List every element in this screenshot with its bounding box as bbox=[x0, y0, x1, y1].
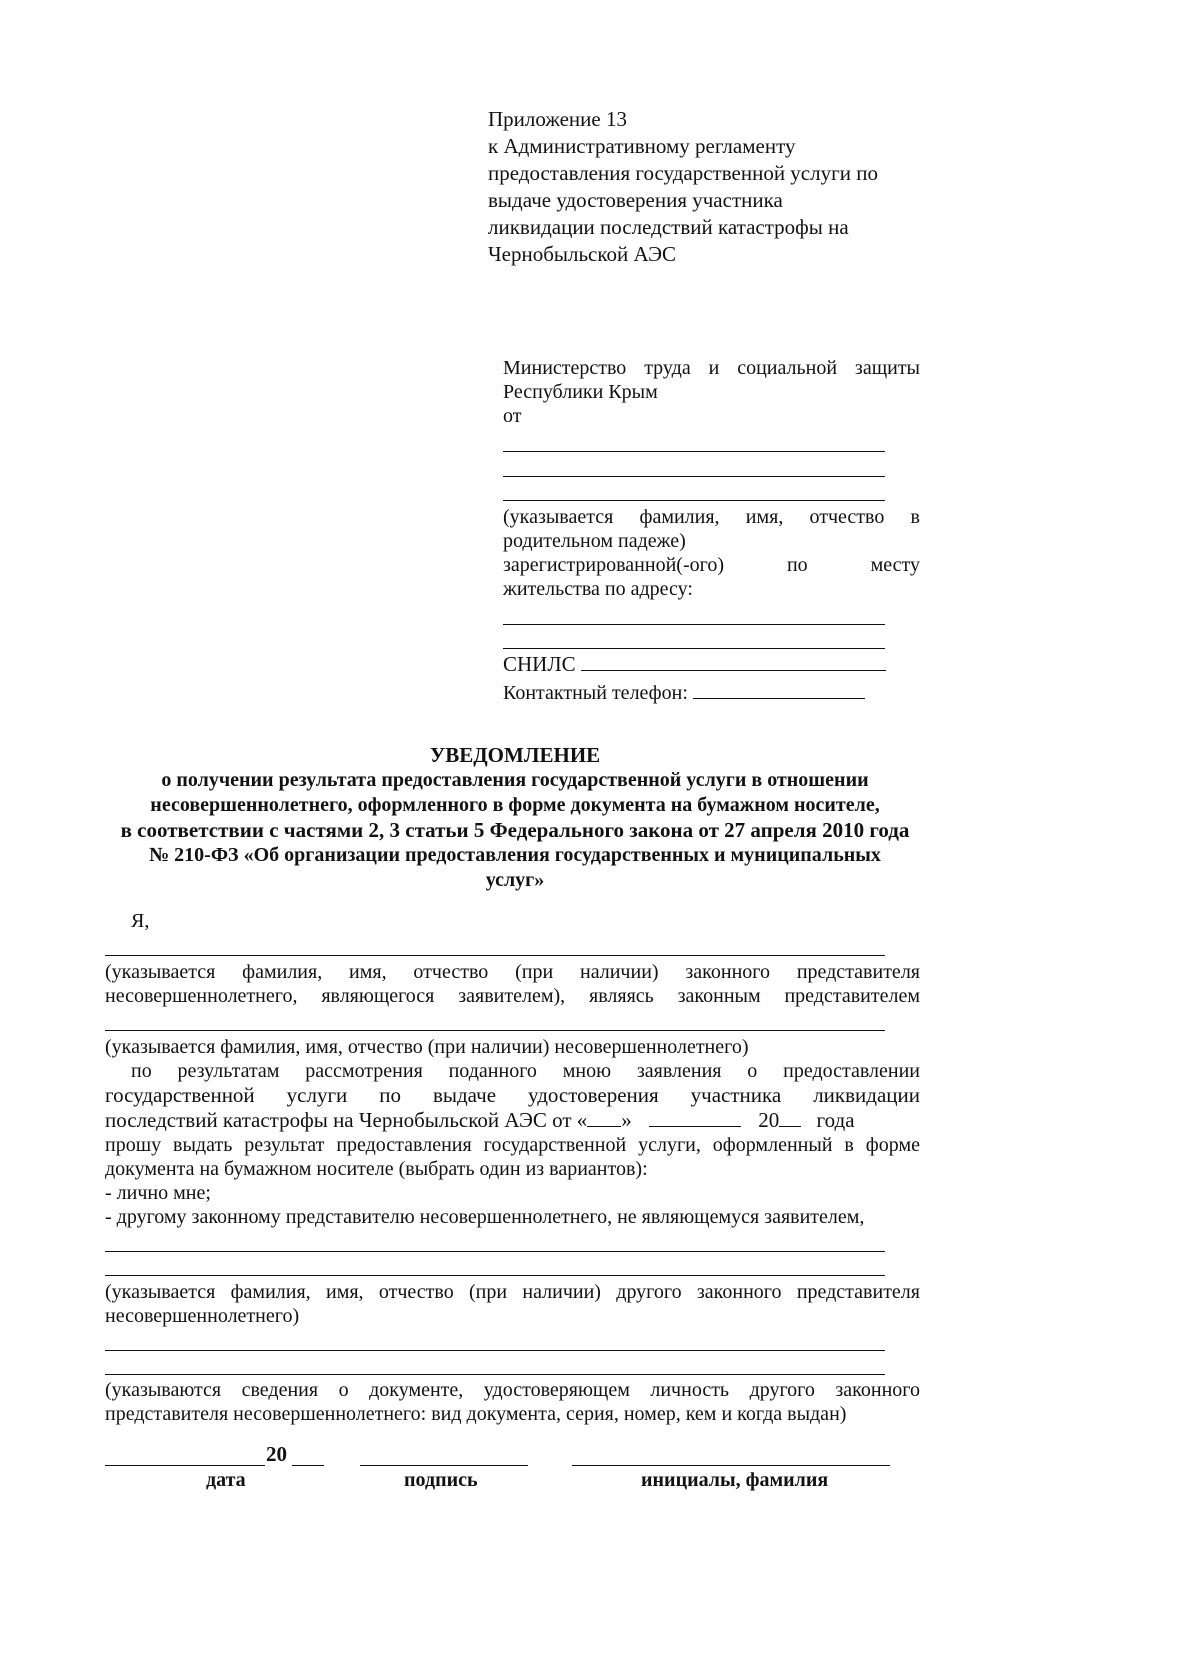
date-fill-line[interactable] bbox=[105, 1465, 265, 1466]
other-rep-fill-line[interactable] bbox=[105, 1251, 885, 1252]
registration-label: жительства по адресу: bbox=[503, 578, 693, 600]
appendix-line: Приложение 13 bbox=[488, 107, 627, 131]
notice-subtitle: услуг» bbox=[485, 869, 545, 891]
addressee-ministry: Министерство труда и социальной защиты bbox=[503, 357, 920, 379]
fio-hint: (указывается фамилия, имя, отчество в bbox=[503, 506, 920, 528]
appendix-line: к Административному регламенту bbox=[488, 134, 796, 158]
notice-title: УВЕДОМЛЕНИЕ bbox=[429, 743, 601, 767]
appendix-line: выдаче удостоверения участника bbox=[488, 188, 783, 212]
body-paragraph: документа на бумажном носителе (выбрать один из вариантов): bbox=[105, 1158, 648, 1180]
doc-fill-line[interactable] bbox=[105, 1374, 885, 1375]
option-other-rep: - другому законному представителю несовершеннолетнего, не являющемуся заявителем, bbox=[105, 1206, 865, 1228]
body-paragraph: по результатам рассмотрения поданного мною заявления о предоставлении bbox=[131, 1060, 920, 1082]
rep-hint: (указывается фамилия, имя, отчество (при наличии) законного представителя bbox=[105, 961, 920, 983]
initials-label: инициалы, фамилия bbox=[641, 1469, 829, 1491]
from-fill-line[interactable] bbox=[503, 500, 885, 501]
appendix-line: Чернобыльской АЭС bbox=[488, 242, 677, 266]
fio-hint: родительном падеже) bbox=[503, 530, 686, 552]
body-paragraph: прошу выдать результат предоставления государственной услуги, оформленный в форме bbox=[105, 1134, 920, 1156]
date-label: дата bbox=[206, 1469, 246, 1491]
body-paragraph: последствий катастрофы на Чернобыльской АЭС от « » 20 года bbox=[105, 1108, 855, 1132]
notice-subtitle: в соответствии с частями 2, 3 статьи 5 Федерального закона от 27 апреля 2010 года bbox=[120, 818, 910, 842]
rep-fill-line[interactable] bbox=[105, 955, 885, 956]
appendix-line: ликвидации последствий катастрофы на bbox=[488, 215, 849, 239]
from-fill-line[interactable] bbox=[503, 451, 885, 452]
phone-fill-line[interactable] bbox=[693, 680, 865, 699]
month-fill-line[interactable] bbox=[649, 1108, 741, 1127]
year-prefix: 20 bbox=[266, 1442, 287, 1466]
notice-subtitle: № 210-ФЗ «Об организации предоставления государственных и муниципальных bbox=[149, 844, 881, 866]
minor-hint: (указывается фамилия, имя, отчество (при наличии) несовершеннолетнего) bbox=[105, 1036, 749, 1058]
year-fill-line[interactable] bbox=[292, 1465, 324, 1466]
day-fill-line[interactable] bbox=[587, 1108, 621, 1127]
other-rep-fill-line[interactable] bbox=[105, 1275, 885, 1276]
addressee-from: от bbox=[503, 405, 522, 427]
body-paragraph: государственной услуги по выдаче удостоверения участника ликвидации bbox=[105, 1083, 920, 1107]
addressee-republic: Республики Крым bbox=[503, 381, 658, 403]
initials-fill-line[interactable] bbox=[572, 1465, 890, 1466]
phone-label: Контактный телефон: bbox=[503, 680, 865, 705]
notice-subtitle: несовершеннолетнего, оформленного в форме документа на бумажном носителе, bbox=[150, 794, 880, 816]
signature-fill-line[interactable] bbox=[360, 1465, 528, 1466]
appendix-line: предоставления государственной услуги по bbox=[488, 161, 878, 185]
snils-fill-line[interactable] bbox=[581, 652, 886, 671]
address-fill-line[interactable] bbox=[503, 648, 885, 649]
snils-label: СНИЛС bbox=[503, 652, 886, 676]
notice-subtitle: о получении результата предоставления государственной услуги в отношении bbox=[161, 769, 869, 791]
ya-label: Я, bbox=[131, 910, 150, 932]
rep-hint: несовершеннолетнего, являющегося заявителем), являясь законным представителем bbox=[105, 985, 920, 1007]
doc-hint: представителя несовершеннолетнего: вид документа, серия, номер, кем и когда выдан) bbox=[105, 1403, 847, 1425]
minor-fill-line[interactable] bbox=[105, 1030, 885, 1031]
option-self: - лично мне; bbox=[105, 1182, 211, 1204]
from-fill-line[interactable] bbox=[503, 476, 885, 477]
address-fill-line[interactable] bbox=[503, 624, 885, 625]
registration-label: зарегистрированной(-ого) по месту bbox=[503, 554, 920, 576]
doc-hint: (указываются сведения о документе, удостоверяющем личность другого законного bbox=[105, 1379, 920, 1401]
doc-fill-line[interactable] bbox=[105, 1350, 885, 1351]
year-fill-line[interactable] bbox=[779, 1108, 801, 1127]
other-rep-hint: несовершеннолетнего) bbox=[105, 1305, 300, 1327]
other-rep-hint: (указывается фамилия, имя, отчество (при наличии) другого законного представителя bbox=[105, 1281, 920, 1303]
signature-label: подпись bbox=[404, 1469, 478, 1491]
